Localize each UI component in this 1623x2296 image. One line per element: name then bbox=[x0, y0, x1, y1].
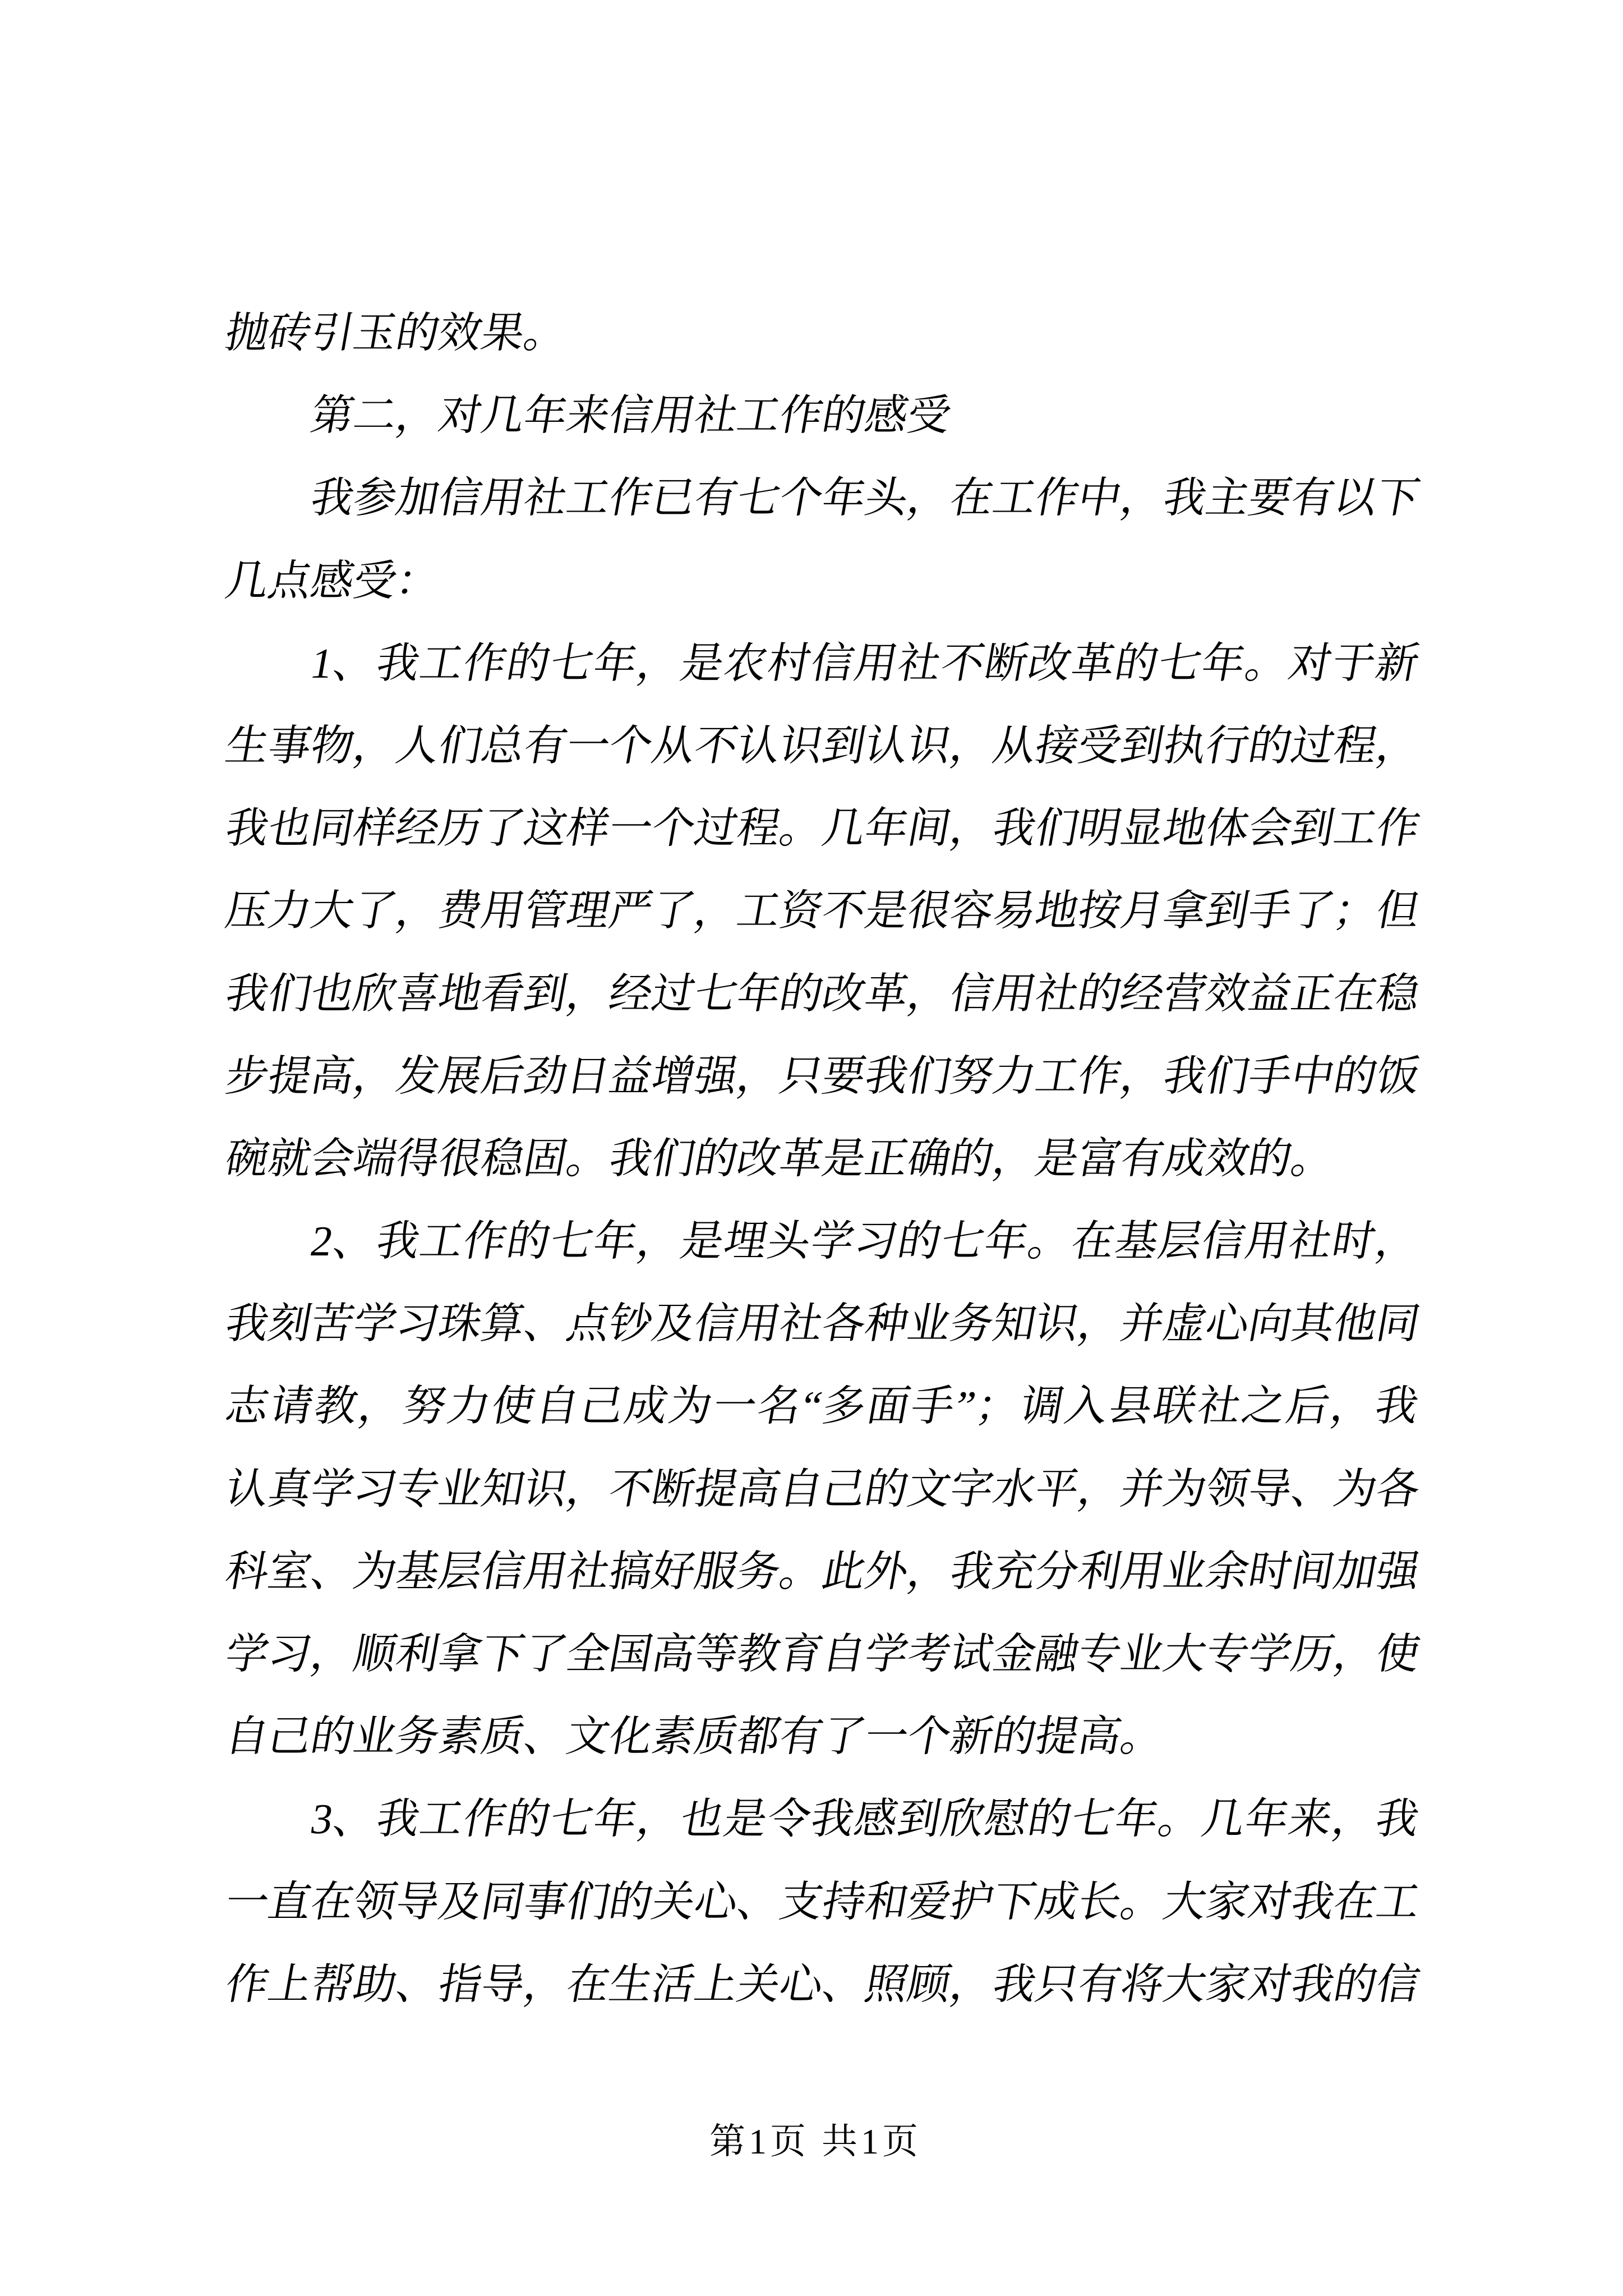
text-line-content: 压力大了，费用管理严了，工资不是很容易地按月拿到手了；但 bbox=[222, 887, 1424, 935]
text-line-content: 2、我工作的七年，是埋头学习的七年。在基层信用社时， bbox=[307, 1218, 1424, 1266]
text-line bbox=[219, 870, 1424, 953]
text-line bbox=[219, 1696, 1412, 1778]
text-line-content: 学习，顺利拿下了全国高等教育自学考试金融专业大专学历，使 bbox=[222, 1631, 1424, 1678]
text-line bbox=[219, 375, 1412, 457]
text-line-content: 我参加信用社工作已有七个年头，在工作中，我主要有以下 bbox=[307, 475, 1424, 522]
text-line bbox=[219, 623, 1424, 705]
text-line bbox=[219, 292, 1412, 375]
text-line bbox=[219, 457, 1424, 540]
text-line-content: 步提高，发展后劲日益增强，只要我们努力工作，我们手中的饭 bbox=[222, 1052, 1424, 1100]
text-line bbox=[219, 540, 1412, 623]
text-line-content: 生事物，人们总有一个从不认识到认识，从接受到执行的过程， bbox=[222, 722, 1424, 770]
text-line-content: 抛砖引玉的效果。 bbox=[222, 310, 571, 357]
text-line bbox=[219, 788, 1424, 870]
text-line-content: 第二，对几年来信用社工作的感受 bbox=[307, 392, 955, 440]
text-line-content: 几点感受： bbox=[222, 557, 444, 605]
text-line bbox=[219, 1448, 1424, 1531]
text-line-content: 自己的业务素质、文化素质都有了一个新的提高。 bbox=[222, 1713, 1168, 1761]
text-line-content: 1、我工作的七年，是农村信用社不断改革的七年。对于新 bbox=[307, 639, 1424, 687]
text-line bbox=[219, 1861, 1424, 1944]
text-line-content: 一直在领导及同事们的关心、支持和爱护下成长。大家对我在工 bbox=[222, 1878, 1424, 1926]
text-line bbox=[219, 953, 1424, 1036]
text-line-content: 我也同样经历了这样一个过程。几年间，我们明显地体会到工作 bbox=[222, 805, 1424, 853]
page-footer: 第1页 共1页 bbox=[709, 2122, 921, 2161]
text-line bbox=[219, 1283, 1424, 1365]
text-line bbox=[219, 705, 1424, 788]
text-line bbox=[219, 1531, 1424, 1613]
text-line bbox=[219, 1365, 1424, 1448]
text-line bbox=[219, 1613, 1424, 1696]
text-line-content: 我刻苦学习珠算、点钞及信用社各种业务知识，并虚心向其他同 bbox=[222, 1300, 1424, 1348]
text-line bbox=[219, 1200, 1424, 1283]
text-line bbox=[219, 1118, 1412, 1200]
text-line bbox=[219, 1944, 1424, 2026]
text-line-content: 我们也欣喜地看到，经过七年的改革，信用社的经营效益正在稳 bbox=[222, 970, 1424, 1018]
text-line-content: 志请教，努力使自己成为一名“多面手”；调入县联社之后，我 bbox=[222, 1383, 1424, 1430]
text-line-content: 认真学习专业知识，不断提高自己的文字水平，并为领导、为各 bbox=[222, 1465, 1424, 1513]
text-line-content: 3、我工作的七年，也是令我感到欣慰的七年。几年来，我 bbox=[307, 1796, 1424, 1843]
text-line-content: 碗就会端得很稳固。我们的改革是正确的，是富有成效的。 bbox=[222, 1135, 1339, 1182]
text-line-content: 作上帮助、指导，在生活上关心、照顾，我只有将大家对我的信 bbox=[222, 1961, 1424, 2008]
document-body bbox=[219, 292, 1424, 2026]
text-line bbox=[219, 1036, 1424, 1118]
text-line-content: 科室、为基层信用社搞好服务。此外，我充分利用业余时间加强 bbox=[222, 1548, 1424, 1595]
text-line bbox=[219, 1778, 1424, 1861]
